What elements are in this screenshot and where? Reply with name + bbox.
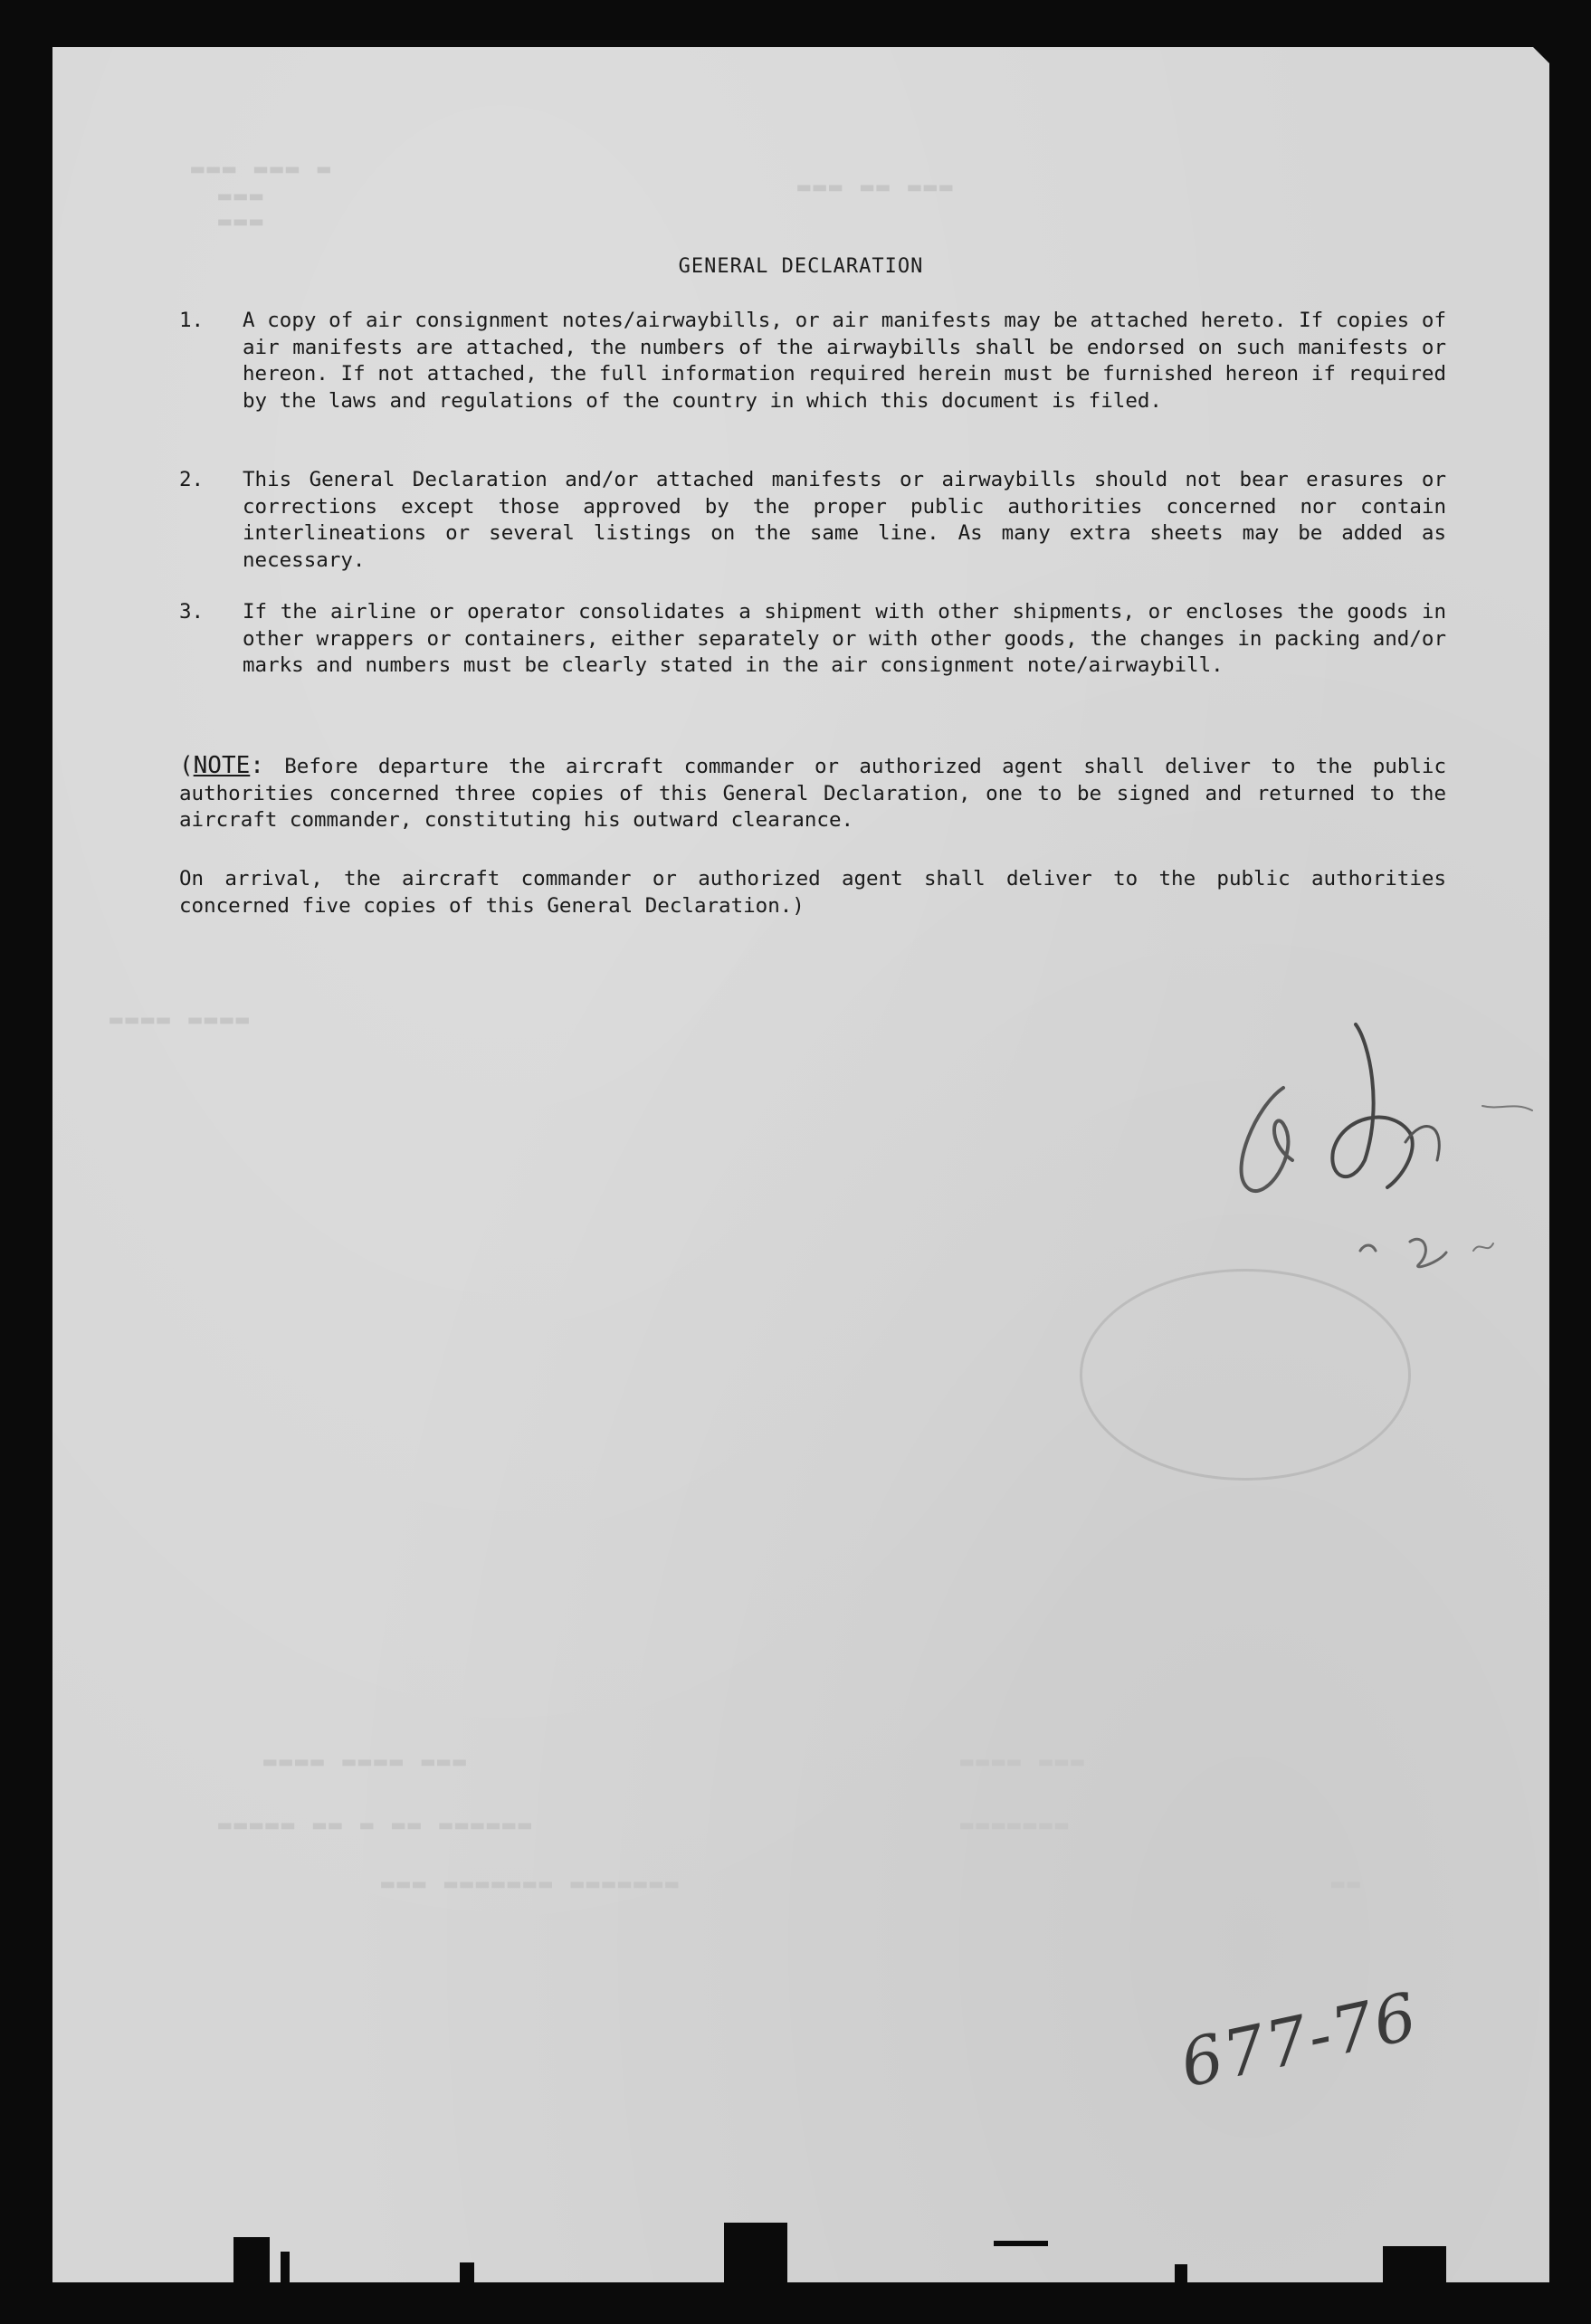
bleed-through-marks: ▬▬▬ ▬▬▬▬ <box>957 1748 1084 1774</box>
clause-number: 3. <box>179 600 205 624</box>
bleed-through-marks: ▬▬▬▬▬▬▬ ▬▬▬▬▬▬▬ ▬▬▬ <box>378 1871 679 1896</box>
document-title: GENERAL DECLARATION <box>678 255 924 278</box>
note-label: (NOTE: <box>179 752 264 779</box>
clause-number: 2. <box>179 468 205 491</box>
faded-stamp <box>1080 1269 1411 1481</box>
document-page <box>52 47 1549 2282</box>
clause-3 <box>179 599 1446 680</box>
clause-text: This General Declaration and/or attached manifests or airwaybills should not bear erasures or corrections except those approved by the proper public authorities concerned nor contain interlineations or several listings on the same line. As many extra sheets may be added as necessary. <box>243 468 1446 572</box>
clause-2 <box>179 467 1446 574</box>
arrival-paragraph: On arrival, the aircraft commander or authorized agent shall deliver to the public authorities concerned five copies of this General Declaration.) <box>179 867 1446 918</box>
bleed-through-marks: ▬▬▬▬ ▬▬▬▬ <box>107 1006 250 1032</box>
bleed-through-marks: ▬▬▬ <box>215 183 263 208</box>
handwritten-page-number: 677-76 <box>1174 1977 1425 2102</box>
clause-1 <box>179 308 1446 414</box>
clause-text: If the airline or operator consolidates a shipment with other shipments, or encloses the goods in other wrappers or containers, either separately or with other goods, the changes in packing and/or marks and numbers must be clearly stated in the air consignment note/airwaybill. <box>243 600 1446 677</box>
note-paragraph <box>179 753 1446 834</box>
clause-number: 1. <box>179 309 205 332</box>
note-text: Before departure the aircraft commander or authorized agent shall deliver to the public authorities concerned three copies of this General Declaration, one to be signed and returned to the aircraft commander, constituting his outward clearance. <box>179 755 1447 832</box>
bleed-through-marks: ▬▬▬▬▬▬ ▬▬ ▬ ▬▬ ▬▬▬▬▬ <box>215 1812 531 1837</box>
bleed-through-marks: ▬▬▬ ▬▬ ▬▬▬ <box>795 174 953 199</box>
folded-corner <box>1533 47 1549 63</box>
bleed-through-marks: ▬▬▬ ▬▬▬▬ ▬▬▬▬ <box>261 1748 466 1774</box>
bleed-through-marks: ▬▬▬ <box>215 208 263 233</box>
bleed-through-marks: ▬▬▬▬▬▬▬ <box>957 1812 1069 1837</box>
bleed-through-marks: ▬▬ <box>1329 1871 1360 1896</box>
scan-edge-marks <box>52 2219 1549 2282</box>
bleed-through-marks: ▬ ▬▬▬ ▬▬▬ <box>188 156 331 181</box>
clause-text: A copy of air consignment notes/airwaybills, or air manifests may be attached hereto. If copies of air manifests are attached, the numbers of the airwaybills shall be endorsed on such manifests or hereon. If not attached, the full information required herein must be furnished hereon if required by the laws and regulations of the country in which this document is filed. <box>243 309 1446 413</box>
